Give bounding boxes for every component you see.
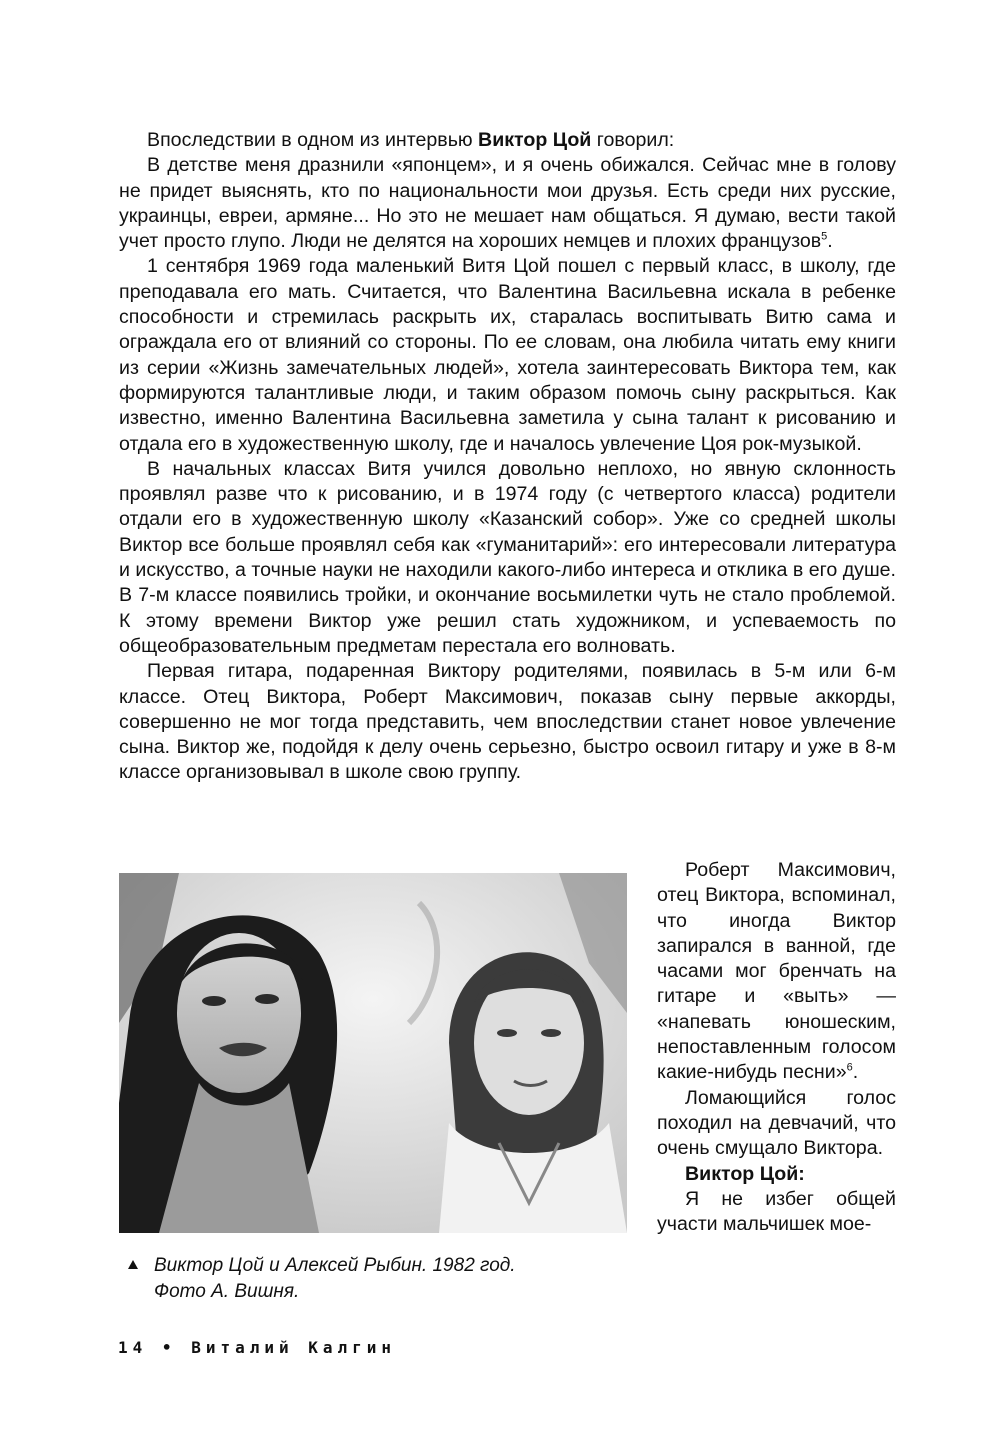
caption-triangle-icon [128,1260,138,1269]
school-paragraph: 1 сентября 1969 года маленький Витя Цой пошел с первый класс, в школу, где преподавала его мать. Считается, что Валентина Васильевна искала в ребенке способности и стремилась раскрыть их, старалась воспитывать Витю сама и ограждала его от влияний со стороны. По ее словам, она любила читать ему книги из серии «Жизнь замечательных людей», хотела заинтересовать Виктора тем, как формируются талантливые люди, и таким образом помочь сыну раскрыться. Как известно, именно Валентина Васильевна заметила у сына талант к рисованию и отдала его в художественную школу, где и началось увлечение Цоя рок-музыкой. [119,255,896,455]
intro-text-end: говорил: [591,129,675,151]
speaker-label-paragraph [657,1162,896,1187]
robert-text: Роберт Максимович, отец Виктора, вспоминал, что иногда Виктор запирался в ванной, где часами мог бренчать на гитаре и «выть» — «напевать юношеским, непоставленным голосом какие-нибудь песни» [657,859,896,1084]
speaker-name: Виктор Цой [478,129,592,151]
classes-paragraph: В начальных классах Витя учился довольно неплохо, но явную склонность проявлял разве что к рисованию, и в 1974 году (с четвертого класса) родители отдали его в художественную школу «Казанский собор». Уже со средней школы Виктор все больше проявлял себя как «гуманитарий»: его интересовали литература и искусство, а точные науки не находили какого-либо интереса и отклика в его душе. В 7-м классе появились тройки, и окончание восьмилетки чуть не стало проблемой. К этому времени Виктор уже решил стать художником, и успеваемость по общеобразовательным предметам перестала его волновать. [119,457,896,657]
photo-image [119,873,627,1233]
footer-author: Виталий Калгин [191,1338,397,1357]
speaker-label: Виктор Цой: [685,1162,805,1185]
intro-paragraph [119,128,896,153]
guitar-paragraph: Первая гитара, подаренная Виктору родителями, появилась в 5-м или 6-м классе. Отец Виктора, Роберт Максимович, показав сыну первые аккорды, совершенно не мог тогда представить, чем впоследствии станет новое увлечение сына. Виктор же, подойдя к делу очень серьезно, быстро освоил гитару и уже в 8-м классе организовывал в школе свою группу. [119,660,896,784]
robert-paragraph [657,858,896,1086]
footer-separator: • [161,1338,177,1357]
page-number: 14 [118,1338,148,1357]
photo-caption [128,1253,628,1305]
side-column [657,858,896,1237]
footnote-marker: 5 [821,230,828,243]
page-footer [118,1338,396,1357]
quote-paragraph: В детстве меня дразнили «японцем», и я очень обижался. Сейчас мне в голову не придет выяснять, кто по национальности мои друзья. Есть среди них русские, украинцы, евреи, армяне... Но это не мешает нам общаться. Я думаю, вести такой учет просто глупо. Люди не делятся на хороших немцев и плохих французов$^5$. [119,154,896,253]
footnote-marker: 6 [846,1061,853,1074]
quote-text: В детстве меня дразнили «японцем», и я очень обижался. Сейчас мне в голову не придет выяснять, кто по национальности мои друзья. Есть среди них русские, украинцы, евреи, армяне... Но это не мешает нам общаться. Я думаю, вести такой учет просто глупо. Люди не делятся на хороших немцев и плохих французов [119,154,896,253]
photo [119,873,627,1233]
quote2-paragraph: Я не избег общей участи мальчишек мое- [657,1187,896,1236]
intro-text: Впоследствии в одном из интервью [147,129,479,151]
main-text [119,128,896,786]
voice-paragraph: Ломающийся голос походил на девчачий, что очень смущало Виктора. [657,1086,896,1160]
caption-line-1: Виктор Цой и Алексей Рыбин. 1982 год. [154,1255,516,1276]
caption-line-2: Фото А. Вишня. [154,1281,300,1302]
robert-text-end: . [852,1061,859,1084]
